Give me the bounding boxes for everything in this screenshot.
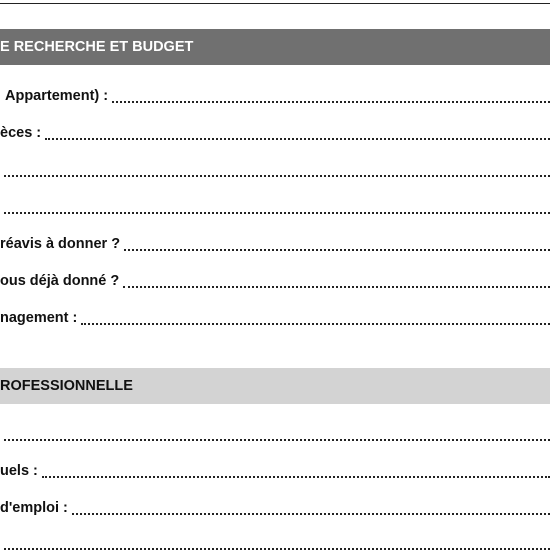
field-row-type-emploi[interactable] <box>0 495 550 517</box>
field-fill-line[interactable] <box>4 530 550 550</box>
field-row-preavis-a-donner[interactable] <box>0 231 550 253</box>
field-fill-line[interactable] <box>4 157 550 177</box>
field-fill-line[interactable] <box>45 120 550 140</box>
field-label: d'emploi : <box>0 500 68 516</box>
field-fill-line[interactable] <box>4 421 550 441</box>
field-fill-line[interactable] <box>123 268 550 288</box>
section-header-situation-professionnelle <box>0 368 550 404</box>
section-header-recherche-budget <box>0 29 550 65</box>
field-label: réavis à donner ? <box>0 236 121 252</box>
field-row-blank-4[interactable] <box>0 530 550 550</box>
field-row-date-emmenagement[interactable] <box>0 305 550 327</box>
field-label: Appartement) : <box>5 88 109 104</box>
field-label: nagement : <box>0 310 78 326</box>
field-label: uels : <box>0 463 38 479</box>
field-label: èces : <box>0 125 42 141</box>
field-row-nombre-pieces[interactable] <box>0 120 550 142</box>
field-label: ous déjà donné ? <box>0 273 120 289</box>
field-fill-line[interactable] <box>81 305 550 325</box>
field-fill-line[interactable] <box>4 194 550 214</box>
field-fill-line[interactable] <box>72 495 550 515</box>
section-title: E RECHERCHE ET BUDGET <box>0 39 194 55</box>
field-row-blank-1[interactable] <box>0 157 550 179</box>
field-row-revenus-annuels[interactable] <box>0 458 550 480</box>
section-title: ROFESSIONNELLE <box>0 378 133 394</box>
field-fill-line[interactable] <box>42 458 550 478</box>
field-row-blank-3[interactable] <box>0 421 550 443</box>
field-fill-line[interactable] <box>112 83 550 103</box>
field-row-blank-2[interactable] <box>0 194 550 216</box>
field-fill-line[interactable] <box>124 231 550 251</box>
top-rule <box>0 3 550 4</box>
field-row-preavis-donne[interactable] <box>0 268 550 290</box>
field-row-type-logement[interactable] <box>0 83 550 105</box>
